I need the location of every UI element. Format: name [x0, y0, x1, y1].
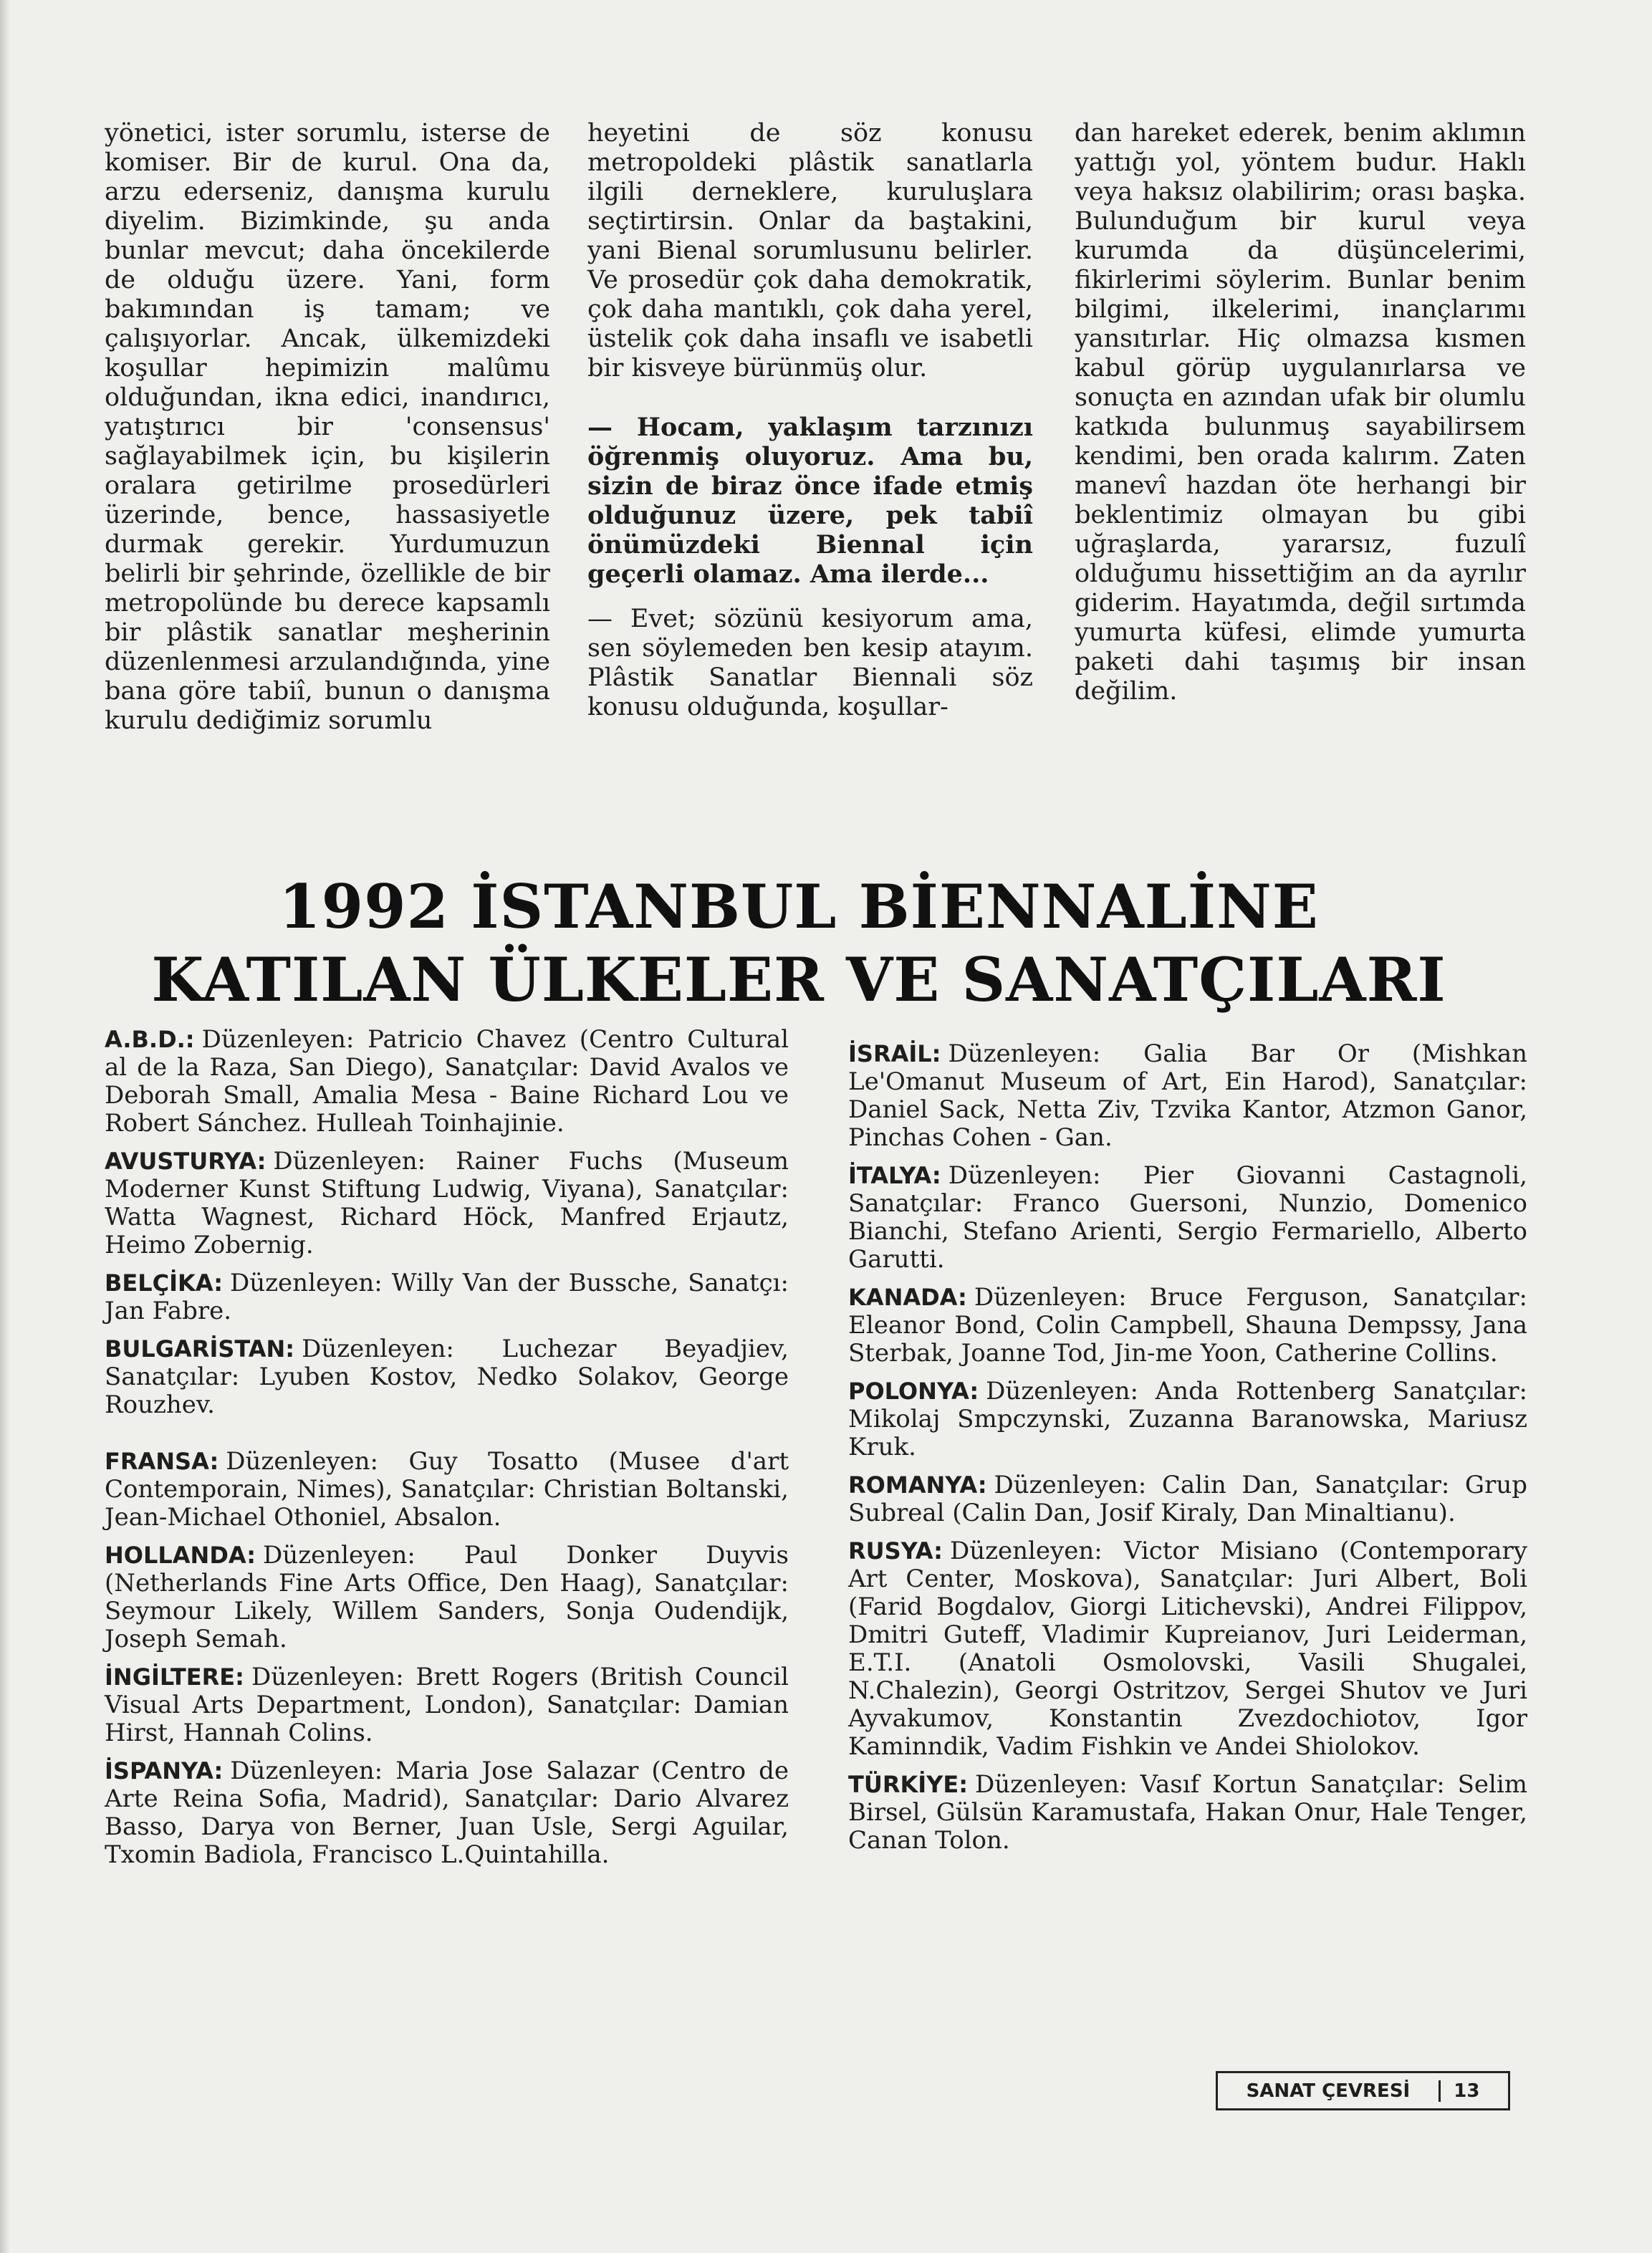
country-name: ROMANYA: [848, 1471, 987, 1499]
country-entry [105, 1026, 789, 1138]
country-details: Düzenleyen: Anda Rottenberg Sanatçılar: Mikolaj Smpczynski, Zuzanna Baranowska, Mariusz Kruk. [848, 1377, 1527, 1461]
section-headline-line-1: 1992 İSTANBUL BİENNALİNE [279, 871, 1319, 942]
country-details: Düzenleyen: Brett Rogers (British Council Visual Arts Department, London), Sanatçılar: Damian Hirst, Hannah Colins. [105, 1663, 789, 1747]
country-details: Düzenleyen: Willy Van der Bussche, Sanatçı: Jan Fabre. [105, 1269, 789, 1325]
country-details: Düzenleyen: Bruce Ferguson, Sanatçılar: Eleanor Bond, Colin Campbell, Shauna Dempssy, Jana Sterbak, Joanne Tod, Jin-me Yoon, Catherine Collins. [848, 1283, 1527, 1368]
country-list-right [848, 1040, 1527, 1865]
country-name: İNGİLTERE: [105, 1663, 244, 1691]
country-entry [105, 1148, 789, 1259]
article-paragraph: yönetici, ister sorumlu, isterse de komiser. Bir de kurul. Ona da, arzu ederseniz, danışma kurulu diyelim. Bizimkinde, şu anda bunlar mevcut; daha öncekilerde de olduğu üzere. Yani, form bakımından iş tamam; ve çalışıyorlar. Ancak, ülkemizdeki koşullar hepimizin malûmu olduğundan, ikna edici, inandırıcı, yatıştırıcı bir 'consensus' sağlayabilmek için, bu kişilerin oralara getirilme prosedürleri üzerinde, bence, hassasiyetle durmak gerekir. Yurdumuzun belirli bir şehrinde, özellikle de bir metropolünde bu derece kapsamlı bir plâstik sanatlar meşherinin düzenlenmesi arzulandığında, yine bana göre tabiî, bunun o danışma kurulu dediğimiz sorumlu [105, 119, 550, 735]
country-name: KANADA: [848, 1284, 967, 1311]
country-details: Düzenleyen: Galia Bar Or (Mishkan Le'Omanut Museum of Art, Ein Harod), Sanatçılar: Daniel Sack, Netta Ziv, Tzvika Kantor, Atzmon Ganor, Pinchas Cohen - Gan. [848, 1039, 1527, 1152]
country-entry [105, 1663, 789, 1747]
country-entry [848, 1162, 1527, 1274]
country-details: Düzenleyen: Patricio Chavez (Centro Cultural al de la Raza, San Diego), Sanatçılar: David Avalos ve Deborah Small, Amalia Mesa - Baine Richard Lou ve Robert Sánchez. Hulleah Toinhajinie. [105, 1025, 789, 1138]
country-name: TÜRKİYE: [848, 1771, 968, 1798]
country-entry [848, 1040, 1527, 1152]
country-entry [848, 1537, 1527, 1761]
article-paragraph: dan hareket ederek, benim aklımın yattığı yol, yöntem budur. Haklı veya haksız olabilirim; orası başka. Bulunduğum bir kurul veya kurumda da düşüncelerimi, fikirlerimi söylerim. Bunlar benim bilgimi, ilkelerimi, inançlarımı yansıtırlar. Hiç olmazsa kısmen kabul görüp uygulanırlarsa ve sonuçta en azından ufak bir olumlu katkıda bulunmuş sayabilirsem kendimi, ben orada kalırım. Zaten manevî hazdan öte herhangi bir beklentimiz olmayan bu gibi uğraşlarda, yararsız, fuzulî olduğumu hissettiğim an da ayrılır giderim. Hayatımda, değil sırtımda yumurta küfesi, elimde yumurta paketi dahi taşımış bir insan değilim. [1075, 119, 1526, 706]
article-column-2 [587, 119, 1033, 722]
country-list-left [105, 1026, 789, 1879]
page-binding-shadow [0, 0, 10, 2253]
country-name: POLONYA: [848, 1378, 979, 1405]
article-paragraph: — Evet; sözünü kesiyorum ama, sen söylemeden ben kesip atayım. Plâstik Sanatlar Biennali söz konusu olduğunda, koşullar- [587, 605, 1033, 721]
country-details: Düzenleyen: Rainer Fuchs (Museum Moderner Kunst Stiftung Ludwig, Viyana), Sanatçılar: Watta Wagnest, Richard Höck, Manfred Erjautz, Heimo Zobernig. [105, 1147, 789, 1259]
country-name: RUSYA: [848, 1537, 943, 1565]
article-column-3 [1075, 119, 1526, 706]
country-details: Düzenleyen: Paul Donker Duyvis (Netherlands Fine Arts Office, Den Haag), Sanatçılar: Seymour Likely, Willem Sanders, Sonja Oudendijk, Joseph Semah. [105, 1541, 789, 1653]
country-details: Düzenleyen: Maria Jose Salazar (Centro de Arte Reina Sofia, Madrid), Sanatçılar: Dario Alvarez Basso, Darya von Berner, Juan Usle, Sergi Aguilar, Txomin Badiola, Francisco L.Quintahilla. [105, 1757, 789, 1869]
page-number: 13 [1439, 2080, 1479, 2102]
country-name: FRANSA: [105, 1448, 219, 1475]
country-entry [105, 1757, 789, 1869]
country-name: A.B.D.: [105, 1026, 195, 1053]
country-entry [105, 1448, 789, 1532]
magazine-name: SANAT ÇEVRESİ [1246, 2080, 1411, 2102]
section-headline-line-2: KATILAN ÜLKELER VE SANATÇILARI [151, 944, 1446, 1015]
country-entry [848, 1284, 1527, 1368]
country-entry [848, 1471, 1527, 1527]
country-details: Düzenleyen: Calin Dan, Sanatçılar: Grup Subreal (Calin Dan, Josif Kiraly, Dan Minaltianu). [848, 1471, 1527, 1527]
country-details: Düzenleyen: Victor Misiano (Contemporary Art Center, Moskova), Sanatçılar: Juri Albert, Boli (Farid Bogdalov, Giorgi Litichevski), Andrei Filippov, Dmitri Guteff, Vladimir Kupreianov, Juri Leiderman, E.T.I. (Anatoli Osmolovski, Vasili Shugalei, N.Chalezin), Georgi Ostritzov, Sergei Shutov ve Juri Ayvakumov, Konstantin Zvezdochiotov, Igor Kaminndik, Vadim Fishkin ve Andei Shiolokov. [848, 1537, 1527, 1761]
page-footer [1216, 2071, 1510, 2110]
country-details: Düzenleyen: Vasıf Kortun Sanatçılar: Selim Birsel, Gülsün Karamustafa, Hakan Onur, Hale Tenger, Canan Tolon. [848, 1770, 1527, 1855]
country-entry [848, 1771, 1527, 1855]
interview-question: — Hocam, yaklaşım tarzınızı öğrenmiş oluyoruz. Ama bu, sizin de biraz önce ifade etmiş olduğunuz üzere, pek tabiî önümüzdeki Biennal için geçerli olamaz. Ama ilerde... [587, 413, 1033, 589]
country-name: HOLLANDA: [105, 1542, 256, 1569]
country-name: İTALYA: [848, 1162, 941, 1189]
country-entry [105, 1335, 789, 1419]
country-name: BELÇİKA: [105, 1269, 223, 1297]
article-paragraph: heyetini de söz konusu metropoldeki plâstik sanatlarla ilgili dernеklere, kuruluşlara seçtirtirsin. Onlar da baştakini, yani Bienal sorumlusunu belirler. Ve prosedür çok daha demokratik, çok daha mantıklı, çok daha yerel, üstelik çok daha insaflı ve isabetli bir kisveye bürünmüş olur. [587, 119, 1033, 383]
country-name: AVUSTURYA: [105, 1148, 266, 1175]
country-details: Düzenleyen: Guy Tosatto (Musee d'art Contemporain, Nimes), Sanatçılar: Christian Boltanski, Jean-Michael Othoniel, Absalon. [105, 1447, 789, 1532]
country-name: İSRAİL: [848, 1040, 941, 1067]
country-entry [105, 1269, 789, 1325]
country-entry [105, 1542, 789, 1653]
country-details: Düzenleyen: Luchezar Beyadjiev, Sanatçılar: Lyuben Kostov, Nedko Solakov, George Rouzhev. [105, 1335, 789, 1419]
country-name: İSPANYA: [105, 1757, 224, 1784]
country-entry [848, 1378, 1527, 1461]
country-details: Düzenleyen: Pier Giovanni Castagnoli, Sanatçılar: Franco Guersoni, Nunzio, Domenico Bianchi, Stefano Arienti, Sergio Fermariello, Alberto Garutti. [848, 1161, 1527, 1274]
country-name: BULGARİSTAN: [105, 1335, 295, 1363]
article-column-1 [105, 119, 550, 736]
